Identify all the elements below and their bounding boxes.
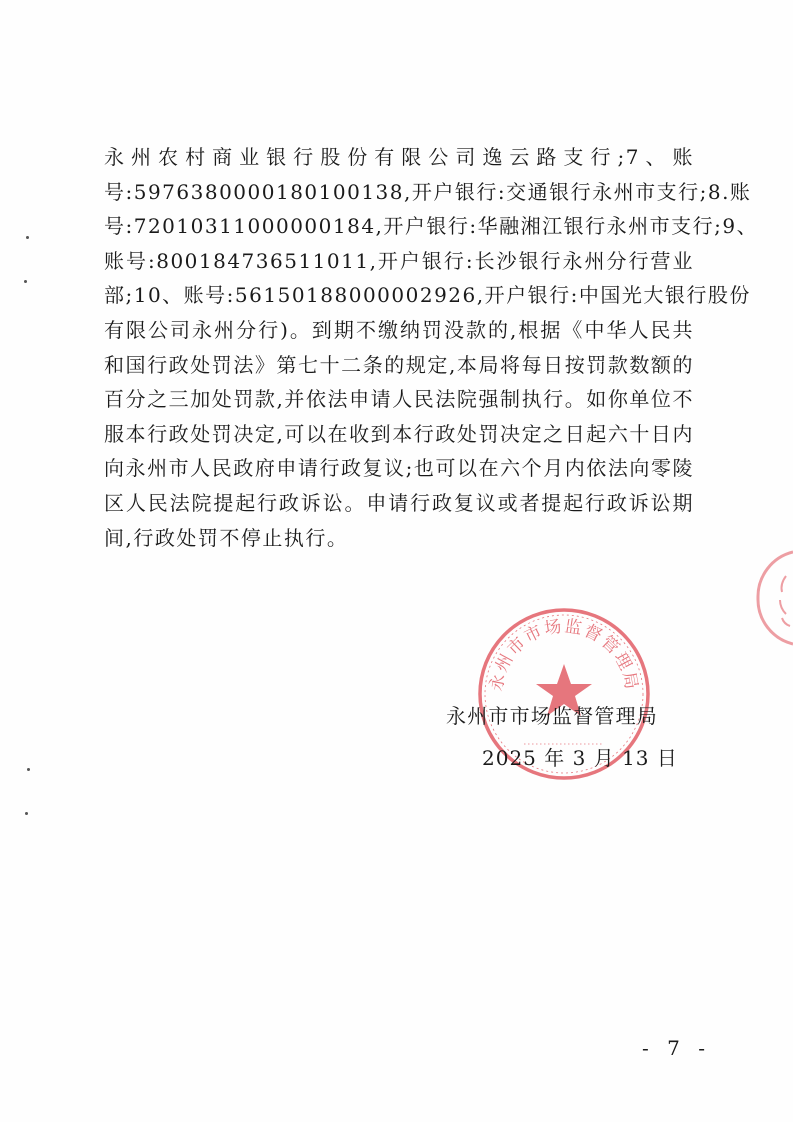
scan-speck	[24, 280, 27, 283]
issue-date: 2025 年 3 月 13 日	[482, 746, 678, 770]
body-line: 向永州市人民政府申请行政复议;也可以在六个月内依法向零陵	[104, 456, 694, 481]
body-line: 百分之三加处罚款,并依法申请人民法院强制执行。如你单位不	[104, 387, 694, 412]
body-line: 间,行政处罚不停止执行。	[104, 525, 349, 550]
body-line: 和国行政处罚法》第七十二条的规定,本局将每日按罚款数额的	[104, 352, 694, 377]
body-text	[104, 140, 759, 555]
scan-speck	[25, 812, 28, 815]
body-line: 服本行政处罚决定,可以在收到本行政处罚决定之日起六十日内	[104, 421, 694, 446]
body-line: 永州农村商业银行股份有限公司逸云路支行;7、账	[104, 145, 694, 169]
body-line: 区人民法院提起行政诉讼。申请行政复议或者提起行政诉讼期	[104, 490, 694, 515]
scan-speck	[26, 236, 29, 239]
page-number: - 7 -	[642, 1036, 711, 1060]
body-line: 有限公司永州分行)。到期不缴纳罚没款的,根据《中华人民共	[104, 317, 694, 342]
body-line: 部;10、账号:56150188000002926,开户银行:中国光大银行股份	[104, 283, 751, 308]
body-line: 号:72010311000000184,开户银行:华融湘江银行永州市支行;9、	[104, 214, 759, 239]
scan-speck	[27, 768, 30, 771]
issuer-signature: 永州市市场监督管理局	[446, 704, 658, 728]
paging-seal-icon	[752, 548, 793, 648]
svg-text:永州市市场监督管理局: 永州市市场监督管理局	[486, 616, 642, 693]
body-line: 号:5976380000180100138,开户银行:交通银行永州市支行;8.账	[104, 179, 752, 204]
body-line: 账号:800184736511011,开户银行:长沙银行永州分行营业	[104, 248, 694, 273]
